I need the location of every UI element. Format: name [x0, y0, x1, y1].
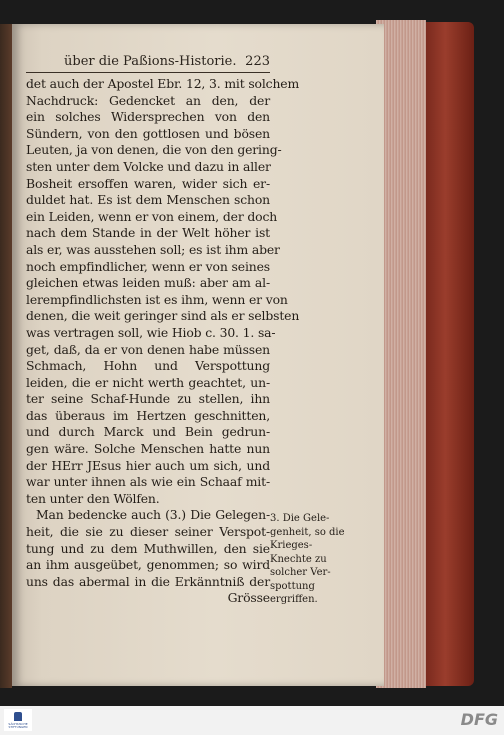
- margin-note-line: Knechte zu: [270, 553, 327, 565]
- text-line: war unter ihnen als wie ein Schaaf mit-: [26, 474, 270, 490]
- text-line: sten unter dem Volcke und dazu in aller: [26, 158, 271, 174]
- book-cover: [426, 22, 474, 686]
- footer-bar: [0, 706, 504, 735]
- logo-caption: SÄCHSISCHE STIFTUNGEN: [8, 722, 28, 729]
- text-line: Leuten, ja von denen, die von den gering-: [26, 142, 282, 158]
- margin-note: [270, 512, 344, 607]
- text-line: gen wäre. Solche Menschen hatte nun: [26, 441, 270, 457]
- text-line: ter seine Schaf-Hunde zu stellen, ihn: [26, 391, 270, 407]
- text-line: an ihm ausgeübet, genommen; so wird: [26, 557, 270, 573]
- text-line: heit, die sie zu dieser seiner Verspot-: [26, 524, 270, 540]
- text-line: als er, was ausstehen soll; es ist ihm aber: [26, 241, 280, 257]
- header-rule: [26, 72, 270, 73]
- text-line: get, daß, da er von denen habe müssen: [26, 341, 270, 357]
- text-line: det auch der Apostel Ebr. 12, 3. mit solchem: [26, 76, 300, 91]
- dfg-logo: DFG: [460, 710, 498, 729]
- text-line: ten unter den Wölfen.: [26, 490, 160, 506]
- library-logo: [4, 709, 32, 731]
- margin-note-line: genheit, so die: [270, 526, 345, 538]
- book-spine: [0, 24, 12, 688]
- running-title: über die Paßions-Historie.: [64, 54, 237, 69]
- text-line: tung und zu dem Muthwillen, den sie: [26, 540, 270, 556]
- text-line: gleichen etwas leiden muß: aber am al-: [26, 275, 270, 291]
- text-line: was vertragen soll, wie Hiob c. 30. 1. sa-: [26, 324, 276, 340]
- text-line: ein Leiden, wenn er von einem, der doch: [26, 208, 278, 224]
- logo-emblem-icon: [14, 712, 22, 721]
- margin-note-line: spottung: [270, 580, 315, 592]
- margin-note-line: ergriffen.: [270, 594, 318, 605]
- text-line: Schmach, Hohn und Verspottung: [26, 358, 270, 374]
- text-line: der HErr JEsus hier auch um sich, und: [26, 457, 270, 473]
- margin-note-line: Krieges-: [270, 540, 313, 551]
- text-line: Bosheit ersoffen waren, wider sich er-: [26, 175, 270, 191]
- margin-note-line: solcher Ver-: [270, 567, 331, 578]
- page-number: 223: [245, 54, 270, 69]
- margin-note-line: 3. Die Gele-: [270, 513, 330, 524]
- text-line: und durch Marck und Bein gedrun-: [26, 424, 270, 440]
- text-line: noch empfindlicher, wenn er von seines: [26, 258, 270, 274]
- text-line: Man bedencke auch (3.) Die Gelegen-: [36, 507, 270, 523]
- text-line: Nachdruck: Gedencket an den, der: [26, 92, 270, 108]
- text-line: uns das abermal in die Erkänntniß der: [26, 573, 270, 589]
- text-line: Grösse: [227, 590, 270, 606]
- text-line: duldet hat. Es ist dem Menschen schon: [26, 192, 270, 208]
- text-line: nach dem Stande in der Welt höher ist: [26, 225, 270, 241]
- text-line: denen, die weit geringer sind als er selbsten: [26, 308, 300, 324]
- text-line: das überaus im Hertzen geschnitten,: [26, 407, 270, 423]
- text-line: leiden, die er nicht werth geachtet, un-: [26, 374, 270, 390]
- running-header: [64, 54, 270, 72]
- text-line: lerempfindlichsten ist es ihm, wenn er von: [26, 291, 288, 307]
- text-line: ein solches Widersprechen von den: [26, 109, 270, 125]
- text-line: Sündern, von den gottlosen und bösen: [26, 125, 270, 141]
